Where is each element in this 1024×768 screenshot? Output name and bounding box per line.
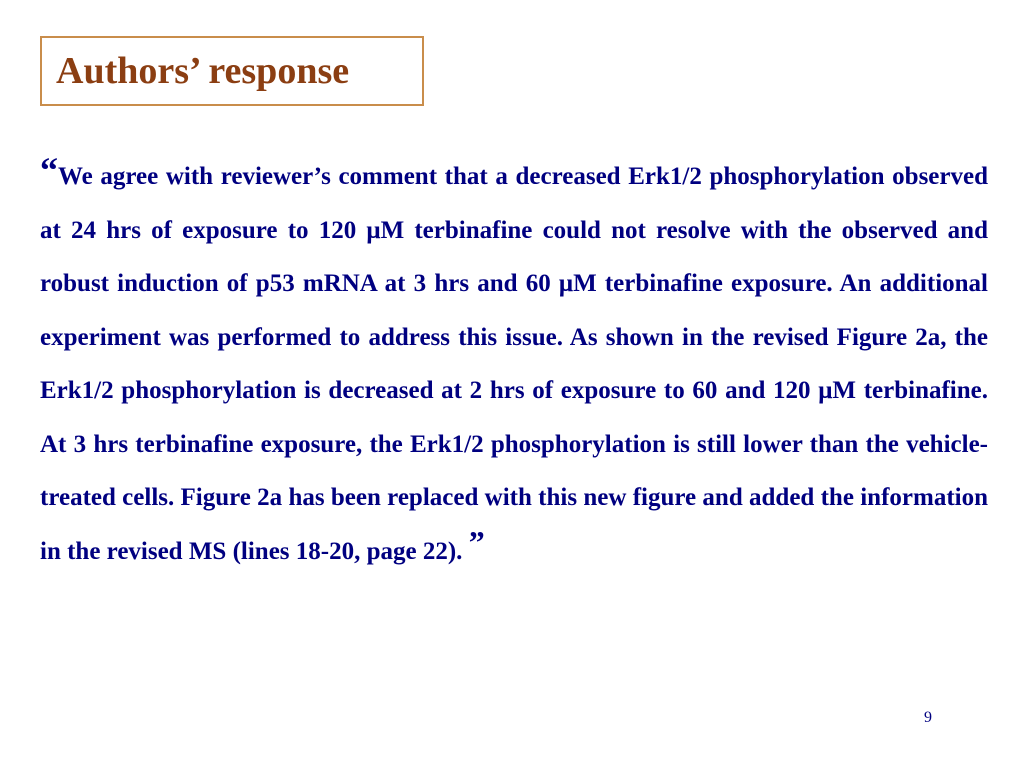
closing-quote-mark: ” xyxy=(468,523,485,560)
opening-quote-mark: “ xyxy=(40,150,58,190)
page-number: 9 xyxy=(924,709,932,726)
title-box xyxy=(40,36,424,106)
response-body-text: We agree with reviewer’s comment that a decreased Erk1/2 phosphorylation observed at 24 hrs of exposure to 120 μM terbinafine could not resolve with the observed and robust induction of p53 mRNA at 3 hrs and 60 μM terbinafine exposure. An additional experiment was performed to address this issue. As shown in the revised Figure 2a, the Erk1/2 phosphorylation is decreased at 2 hrs of exposure to 60 and 120 μM terbinafine. At 3 hrs terbinafine exposure, the Erk1/2 phosphorylation is still lower than the vehicle-treated cells. Figure 2a has been replaced with this new figure and added the information in the revised MS (lines 18-20, page 22). xyxy=(40,163,988,565)
response-paragraph xyxy=(40,150,988,578)
slide-title: Authors’ response xyxy=(56,50,350,92)
